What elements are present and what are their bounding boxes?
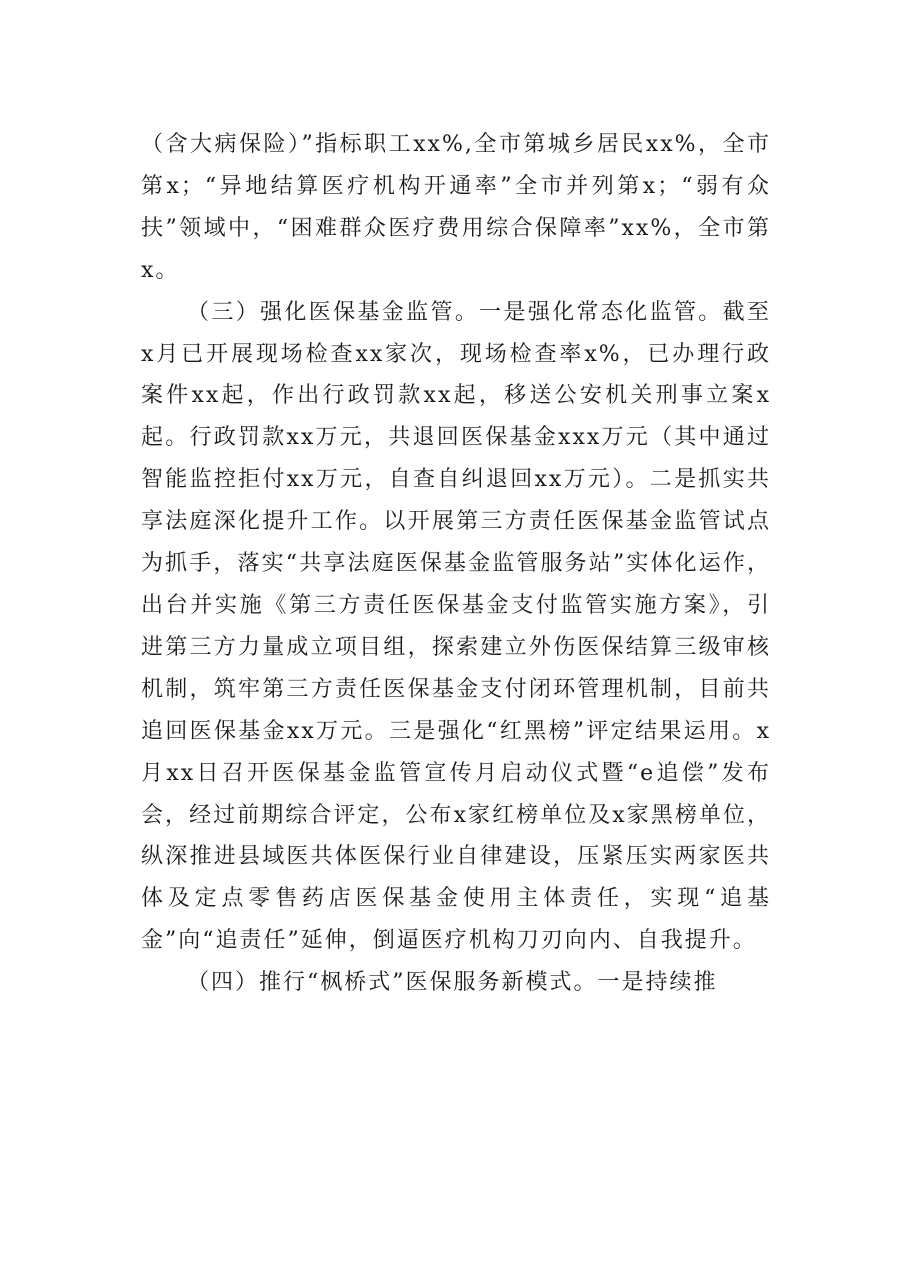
paragraph-fengqiao-service: （四）推行“枫桥式”医保服务新模式。一是持续推 [187,970,718,996]
paragraph-fund-supervision: （三）强化医保基金监管。一是强化常态化监管。截至x月已开展现场检查xx家次，现场检查率x%，已办理行政案件xx起，作出行政罚款xx起，移送公安机关刑事立案x起。行政罚款xx万元，共退回医保基金xxx万元（其中通过智能监控拒付xx万元，自查自纠退回xx万元）。二是抓实共享法庭深化提升工作。以开展第三方责任医保基金监管试点为抓手，落实“共享法庭医保基金监管服务站”实体化运作，出台并实施《第三方责任医保基金支付监管实施方案》，引进第三方力量成立项目组，探索建立外伤医保结算三级审核机制，筑牢第三方责任医保基金支付闭环管理机制，目前共追回医保基金xx万元。三是强化“红黑榜”评定结果运用。x月xx日召开医保基金监管宣传月启动仪式暨“e追偿”发布会，经过前期综合评定，公布x家红榜单位及x家黑榜单位，纵深推进县域医共体医保行业自律建设，压紧压实两家医共体及定点零售药店医保基金使用主体责任，实现“追基金”向“追责任”延伸，倒逼医疗机构刀刃向内、自我提升。 [141,299,771,954]
paragraph-continuation: （含大病保险）”指标职工xx%,全市第城乡居民xx%，全市第x；“异地结算医疗机构开通率”全市并列第x；“弱有众扶”领域中，“困难群众医疗费用综合保障率”xx%，全市第x。 [141,132,771,283]
document-body [141,124,771,1004]
